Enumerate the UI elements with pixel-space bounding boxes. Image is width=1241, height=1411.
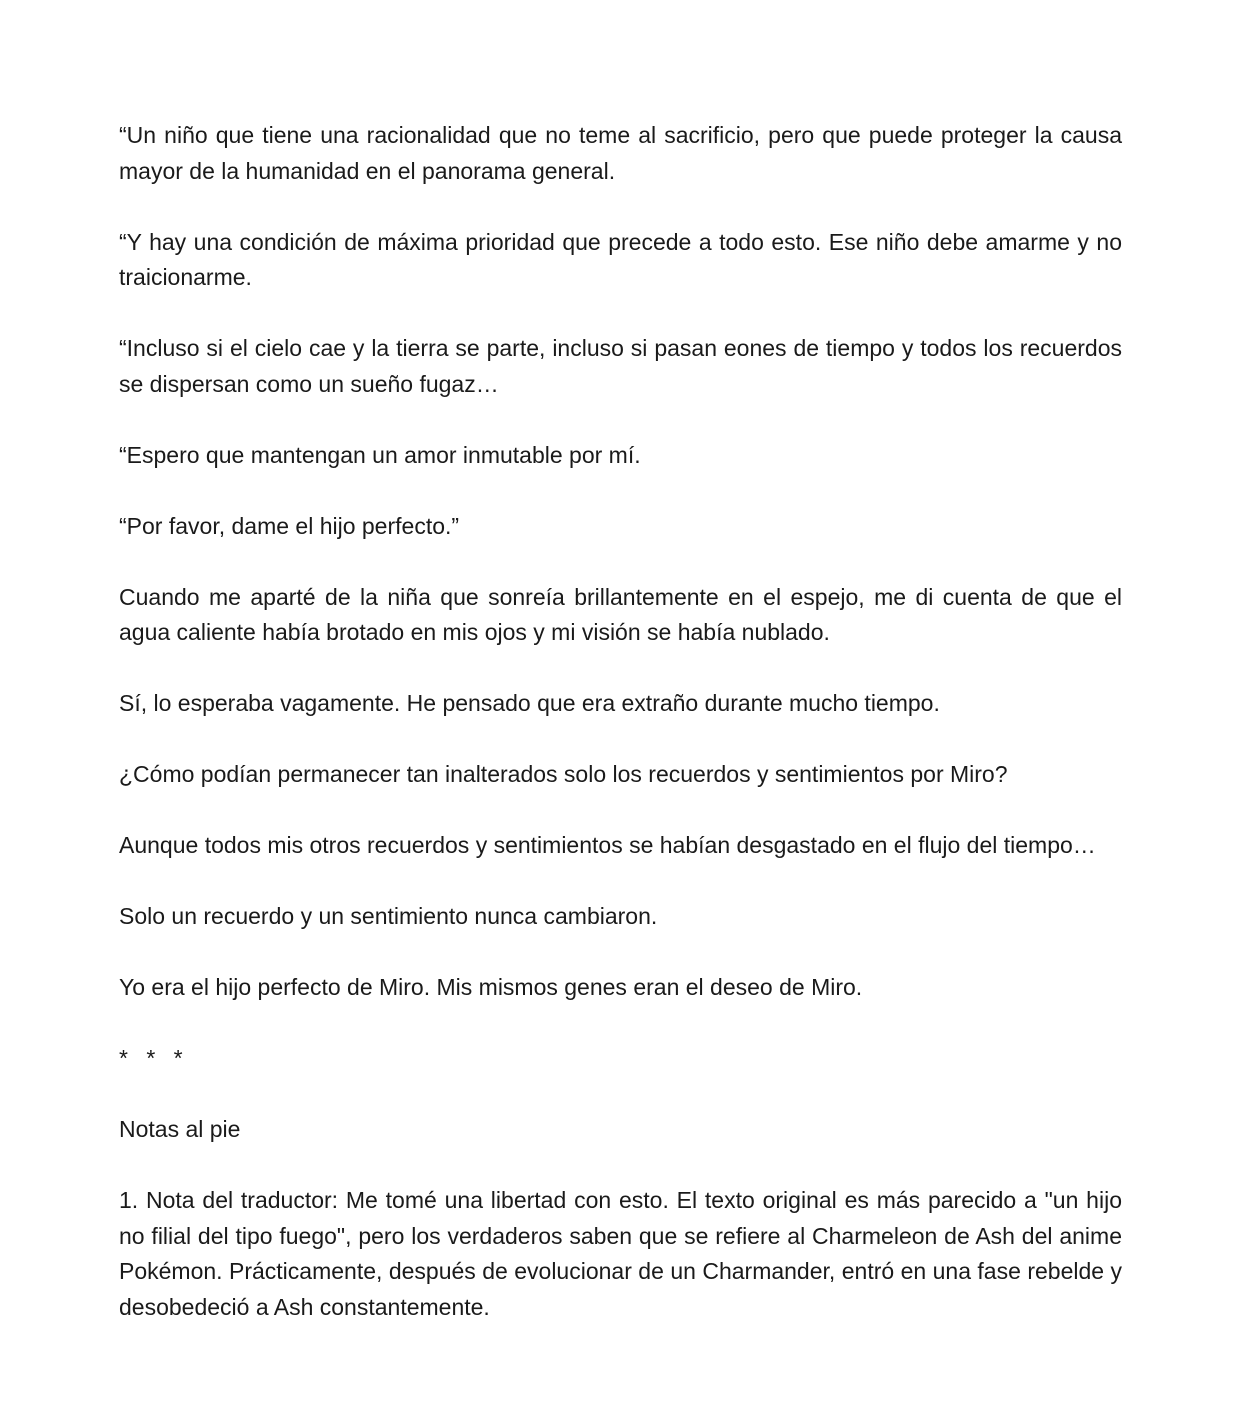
footnote-item: 1. Nota del traductor: Me tomé una libertad con esto. El texto original es más parecido a "un hijo no filial del tipo fuego", pero los verdaderos saben que se refiere al Charmeleon de Ash del anime Pokémon. Prácticamente, después de evolucionar de un Charmander, entró en una fase rebelde y desobedeció a Ash constantemente. (119, 1187, 1122, 1320)
paragraph-8: ¿Cómo podían permanecer tan inalterados solo los recuerdos y sentimientos por Miro? (119, 761, 1008, 787)
paragraph-1: “Un niño que tiene una racionalidad que no teme al sacrificio, pero que puede proteger la causa mayor de la humanidad en el panorama general. (119, 122, 1122, 184)
paragraph-9: Aunque todos mis otros recuerdos y sentimientos se habían desgastado en el flujo del tiempo… (119, 832, 1096, 858)
document-body (119, 118, 1122, 1361)
paragraph-4: “Espero que mantengan un amor inmutable por mí. (119, 441, 641, 468)
paragraph-2: “Y hay una condición de máxima prioridad que precede a todo esto. Ese niño debe amarme y no traicionarme. (119, 228, 1122, 290)
footnotes-heading: Notas al pie (119, 1116, 241, 1142)
paragraph-7: Sí, lo esperaba vagamente. He pensado que era extraño durante mucho tiempo. (119, 690, 940, 716)
section-separator: * * * (119, 1045, 189, 1071)
paragraph-3: “Incluso si el cielo cae y la tierra se parte, incluso si pasan eones de tiempo y todos los recuerdos se dispersan como un sueño fugaz… (119, 335, 1122, 397)
paragraph-5: “Por favor, dame el hijo perfecto.” (119, 512, 460, 539)
paragraph-11: Yo era el hijo perfecto de Miro. Mis mismos genes eran el deseo de Miro. (119, 974, 863, 1000)
paragraph-6: Cuando me aparté de la niña que sonreía brillantemente en el espejo, me di cuenta de que el agua caliente había brotado en mis ojos y mi visión se había nublado. (119, 583, 1122, 645)
paragraph-10: Solo un recuerdo y un sentimiento nunca cambiaron. (119, 903, 658, 929)
